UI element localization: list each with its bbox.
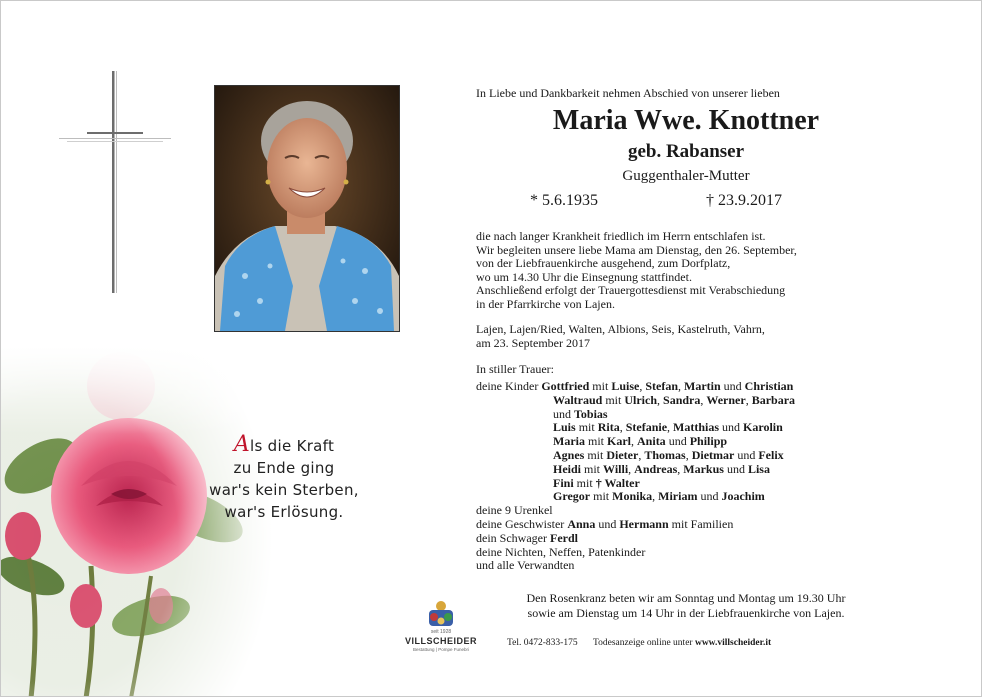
mourner-line: und alle Verwandten: [476, 558, 575, 573]
portrait-photo: [214, 85, 400, 332]
body-line: wo um 14.30 Uhr die Einsegnung stattfindet.: [476, 269, 692, 284]
body-line: Wir begleiten unsere liebe Mama am Dienstag, den 26. September,: [476, 242, 797, 257]
footer-phone: Tel. 0472-833-175: [507, 638, 578, 648]
cross-icon: [59, 71, 171, 293]
funeral-home-logo: [399, 599, 483, 659]
footer-website: [593, 638, 771, 648]
body-line: die nach langer Krankheit friedlich im Herrn entschlafen ist.: [476, 229, 766, 243]
intro-text: In Liebe und Dankbarkeit nehmen Abschied von unserer lieben: [476, 86, 780, 100]
poem-line-2: zu Ende ging: [233, 459, 335, 477]
mourners-list: [476, 380, 896, 573]
mourner-line: Heidi mit Willi, Andreas, Markus und Lisa: [553, 461, 770, 476]
mourner-line: deine Kinder Gottfried mit Luise, Stefan, Martin und Christian: [476, 379, 794, 393]
places-line: am 23. September 2017: [476, 335, 590, 350]
poem-line-3: war's kein Sterben,: [209, 481, 359, 499]
logo-subtitle: Bestattung | Pompe Funebri: [413, 647, 469, 652]
poem-initial: A: [233, 432, 251, 457]
nickname: Guggenthaler-Mutter: [622, 168, 750, 184]
birth-name: geb. Rabanser: [627, 141, 745, 162]
mourner-line: Maria mit Karl, Anita und Philipp: [553, 434, 728, 449]
places: [476, 323, 765, 350]
rosary-line: sowie am Dienstag um 14 Uhr in der Liebfrauenkirche von Lajen.: [527, 606, 845, 620]
coat-of-arms-icon: [399, 599, 483, 629]
deceased-name: Maria Wwe. Knottner: [552, 105, 820, 136]
logo-name: VILLSCHEIDER: [404, 636, 477, 646]
body-line: in der Pfarrkirche von Lajen.: [476, 296, 615, 311]
rosary-notice: [476, 591, 896, 621]
website-link[interactable]: www.villscheider.it: [694, 638, 772, 648]
mourner-line: Gregor mit Monika, Miriam und Joachim: [553, 489, 765, 504]
mourner-line: Luis mit Rita, Stefanie, Matthias und Karolin: [553, 420, 783, 435]
mourner-line: Fini mit † Walter: [553, 475, 640, 490]
mourner-line: Waltraud mit Ulrich, Sandra, Werner, Barbara: [553, 392, 796, 407]
announcement-body: [476, 230, 876, 312]
mourner-line: deine 9 Urenkel: [476, 503, 553, 518]
mourner-line: deine Geschwister Anna und Hermann mit Familien: [476, 516, 734, 531]
logo-since: seit 1928: [430, 629, 452, 635]
body-line: von der Liebfrauenkirche ausgehend, zum Dorfplatz,: [476, 256, 731, 271]
mourner-line: Agnes mit Dieter, Thomas, Dietmar und Felix: [553, 447, 784, 462]
mourner-line: dein Schwager Ferdl: [476, 530, 578, 545]
mourning-heading: In stiller Trauer:: [476, 362, 554, 376]
footer-website-prefix: Todesanzeige online unter: [593, 638, 695, 648]
places-line: Lajen, Lajen/Ried, Walten, Albions, Seis, Kastelruth, Vahrn,: [476, 322, 765, 336]
body-line: Anschließend erfolgt der Trauergottesdienst mit Verabschiedung: [476, 283, 786, 298]
poem-line-1: [199, 434, 369, 457]
rosary-line: Den Rosenkranz beten wir am Sonntag und Montag um 19.30 Uhr: [526, 591, 846, 605]
poem-line-1-text: ls die Kraft: [250, 437, 335, 455]
mourner-line: deine Nichten, Neffen, Patenkinder: [476, 544, 646, 559]
birth-date: * 5.6.1935: [530, 192, 598, 209]
poem: [199, 434, 369, 523]
death-date: † 23.9.2017: [706, 192, 782, 209]
mourner-line: und Tobias: [553, 406, 608, 421]
poem-line-4: war's Erlösung.: [224, 503, 344, 521]
